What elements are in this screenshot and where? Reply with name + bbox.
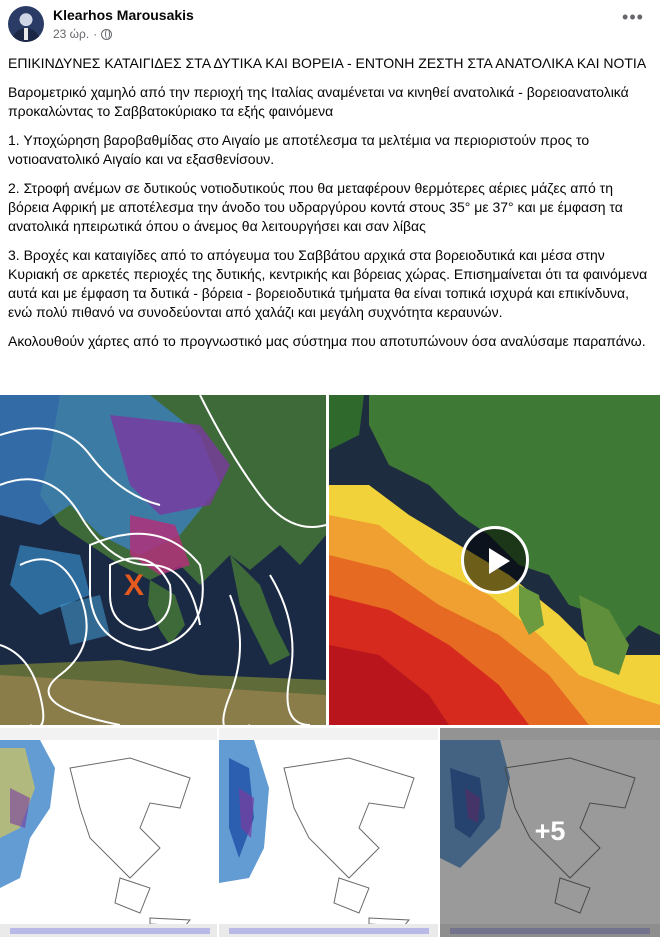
play-icon — [489, 548, 510, 574]
media-grid — [0, 395, 660, 937]
post-paragraph-2: 2. Στροφή ανέμων σε δυτικούς νοτιοδυτικούς που θα μεταφέρουν θερμότερες αέριες μάζες από τη βόρεια Αφρική με αποτέλεσμα την άνοδο του υδραργύρου κοντά στους 35° με 37° και με έμφαση τα ανατολικά ηπειρωτικά όπου ο άνεμος θα λειτουργήσει και σαν λίβας — [8, 180, 623, 234]
author-name[interactable]: Klearhos Marousakis — [53, 7, 194, 23]
more-options-button[interactable]: ••• — [622, 7, 644, 27]
greece-rain-map-2[interactable] — [219, 728, 438, 937]
map-image-pressure[interactable] — [0, 395, 326, 725]
video-temperature-map[interactable] — [329, 395, 660, 725]
post-headline: ΕΠΙΚΙΝΔΥΝΕΣ ΚΑΤΑΙΓΙΔΕΣ ΣΤΑ ΔΥΤΙΚΑ ΚΑΙ ΒΟΡΕΙΑ - ΕΝΤΟΝΗ ΖΕΣΤΗ ΣΤΑ ΑΝΑΤΟΛΙΚΑ ΚΑΙ ΝΟΤΙΑ — [8, 55, 647, 71]
avatar-tie — [24, 28, 28, 40]
greece-rain-map-1[interactable] — [0, 728, 217, 937]
more-photos-overlay[interactable] — [440, 728, 660, 937]
low-pressure-marker: X — [124, 569, 145, 602]
meta-separator: · — [93, 27, 98, 41]
play-button[interactable] — [461, 526, 529, 594]
greece-rain-map-3[interactable] — [440, 728, 660, 937]
post-meta — [53, 27, 112, 41]
post-paragraph-intro: Βαρομετρικό χαμηλό από την περιοχή της Ιταλίας αναμένεται να κινηθεί ανατολικά - βορειοανατολικά προκαλώντας το Σαββατοκύριακο τα εξής φαινόμενα — [8, 84, 629, 119]
post-header — [0, 0, 660, 50]
post-paragraph-outro: Ακολουθούν χάρτες από το προγνωστικό μας σύστημα που αποτυπώνουν όσα αναλύσαμε παραπάνω. — [8, 333, 646, 349]
avatar[interactable] — [8, 6, 44, 42]
post-time[interactable]: 23 ώρ. — [53, 27, 90, 41]
more-photos-count: +5 — [534, 816, 566, 846]
post-paragraph-3: 3. Βροχές και καταιγίδες από το απόγευμα του Σαββάτου αρχικά στα βορειοδυτικά και μέσα στην Κυριακή σε αρκετές περιοχές της δυτικής, κεντρικής και βόρειας χώρας. Επισημαίνεται ότι τα φαινόμενα αυτά και με έμφαση τα δυτικά - βόρεια - βορειοδυτικά τμήματα θα είναι τοπικά ισχυρά και επικίνδυνα, ενώ πολύ πιθανό να συνοδεύονται από χαλάζι και μεγάλη συχνότητα κεραυνών. — [8, 247, 648, 320]
post-paragraph-1: 1. Υποχώρηση βαροβαθμίδας στο Αιγαίο με αποτέλεσμα τα μελτέμια να περιοριστούν προς το νοτιοανατολικό Αιγαίο και να εξασθενίσουν. — [8, 132, 590, 167]
globe-icon — [101, 29, 112, 40]
post-text — [8, 54, 652, 361]
